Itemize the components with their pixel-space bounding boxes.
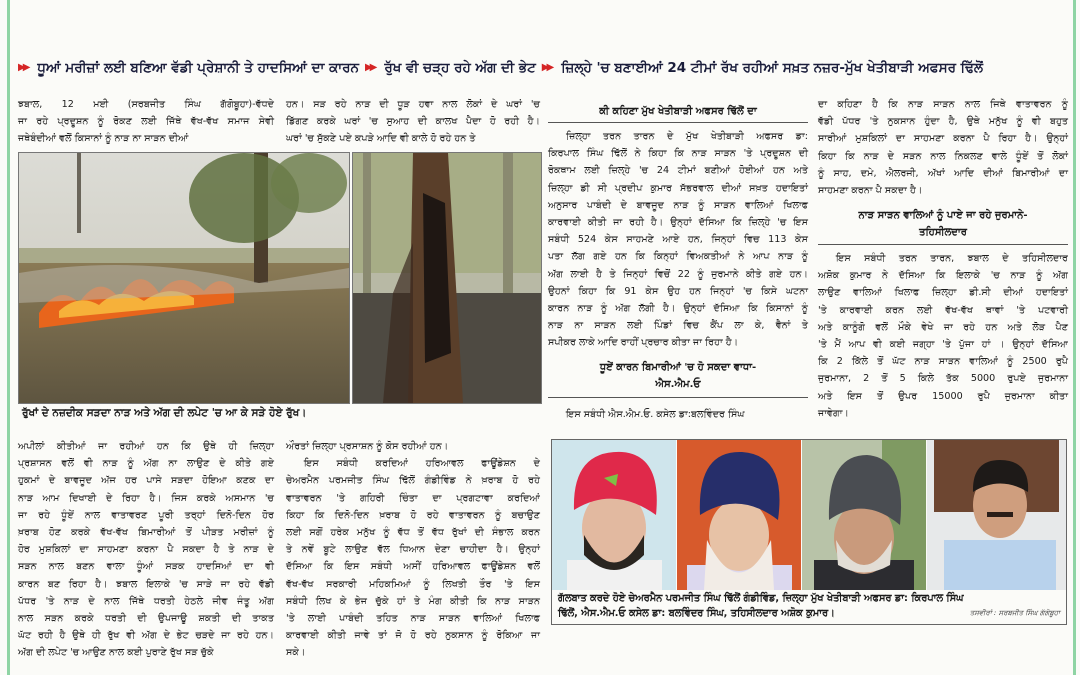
photo-caption: ਰੁੱਖਾਂ ਦੇ ਨਜ਼ਦੀਕ ਸੜਦਾ ਨਾੜ ਅਤੇ ਅੱਗ ਦੀ ਲਪੇਟ 'ਚ ਆ ਕੇ ਸੜੇ ਹੋਏ ਰੁੱਖ। — [22, 407, 307, 419]
text-line: ਸਾਹਮਣਾ ਕਰਨਾ ਪੈ ਸਕਦਾ ਹੈ। — [818, 185, 923, 197]
text-line: ਔਰਤਾਂ ਜ਼ਿਲ੍ਹਾ ਪ੍ਰਸਾਸ਼ਨ ਨੂੰ ਕੋਸ ਰਹੀਆਂ ਹਨ। — [286, 441, 449, 452]
text-line: ਵੱਡੀ ਪੱਧਰ 'ਤੇ ਨੁਕਸਾਨ ਹੁੰਦਾ ਹੈ, ਉਥੇ ਮਨੁੱਖ ਨੂੰ ਵੀ ਬਹੁਤ — [818, 116, 1068, 128]
subhead-smo-a: ਧੂਏਂ ਕਾਰਨ ਬਿਮਾਰੀਆਂ 'ਚ ਹੋ ਸਕਦਾ ਵਾਧਾ- — [599, 362, 757, 373]
text-line: ਨਾੜ ਆਮ ਦਿਖਾਈ ਦੇ ਰਿਹਾ ਹੈ। ਜਿਸ ਕਰਕੇ ਅਸਮਾਨ 'ਚ — [18, 492, 274, 504]
text-line: ਲਈ ਸਗੋਂ ਹਰੇਕ ਮਨੁੱਖ ਨੂੰ ਵੱਧ ਤੋਂ ਵੱਧ ਰੁੱਖਾਂ ਦੀ ਸੰਭਾਲ ਕਰਨ — [286, 527, 540, 539]
double-triangle-right-icon: ▶▶ — [541, 62, 552, 73]
text-line: ਅਤੇ ਕਾਨੂੰਗੋ ਵਲੋਂ ਮੌਕੇ ਵੇਖੇ ਜਾ ਰਹੇ ਹਨ ਅਤੇ ਲੋੜ ਪੈਣ — [818, 321, 1068, 333]
left-border — [7, 0, 10, 675]
text-line: ਜਥੇਬੰਦੀਆਂ ਵਲੋਂ ਕਿਸਾਨਾਂ ਨੂੰ ਨਾੜ ਨਾ ਸਾੜਨ ਦੀਆਂ — [18, 133, 189, 145]
text-line: ਰੋਕਥਾਮ ਲਈ ਜ਼ਿਲ੍ਹੇ 'ਚ 24 ਟੀਮਾਂ ਬਣੀਆਂ ਹੋਈਆਂ ਹਨ ਅਤੇ — [548, 165, 808, 177]
text-line: ਪਤਾ ਲੱਗ ਗਏ ਹਨ ਕਿ ਕਿਨ੍ਹਾਂ ਵਿਅਕਤੀਆਂ ਨੇ ਆਪ ਨਾੜ ਨੂੰ — [548, 251, 808, 263]
text-line: ਘਰਾਂ 'ਚ ਸੁੱਕਣੇ ਪਏ ਕਪੜੇ ਆਦਿ ਵੀ ਕਾਲੇ ਹੋ ਰਹੇ ਹਨ ਤੇ — [286, 133, 476, 145]
text-line: ਜੁਰਮਾਨਾ, 2 ਤੋਂ 5 ਕਿਲੇ ਤੱਕ 5000 ਰੁਪਏ ਜੁਰਮਾਨਾ — [818, 373, 1068, 385]
column-2-bottom — [286, 438, 540, 662]
divider — [548, 397, 808, 398]
text-line: ਪ੍ਰਸ਼ਾਸਨ ਵਲੋਂ ਵੀ ਨਾੜ ਨੂੰ ਅੱਗ ਨਾ ਲਾਉਣ ਦੇ ਕੀਤੇ ਗਏ — [18, 458, 274, 470]
double-triangle-right-icon: ▶▶ — [364, 62, 375, 73]
text-line: ਅਪੀਲਾਂ ਕੀਤੀਆਂ ਜਾ ਰਹੀਆਂ ਹਨ ਕਿ ਉਥੇ ਹੀ ਜ਼ਿਲ੍ਹਾ — [18, 441, 274, 452]
column-3-text-1 — [548, 128, 808, 352]
text-line: ਅੱਗ ਦੀ ਲਪੇਟ 'ਚ ਆਉਣ ਨਾਲ ਕਈ ਪੁਰਾਣੇ ਰੁੱਖ ਸੜ ਚੁੱਕੇ — [18, 647, 214, 659]
portrait-chairman — [552, 440, 676, 590]
column-4-text-2 — [818, 250, 1068, 422]
text-line: ਵੱਖ-ਵੱਖ ਸਰਕਾਰੀ ਮਹਿਕਮਿਆਂ ਨੂੰ ਲਿਖਤੀ ਤੌਰ 'ਤੇ ਇਸ — [286, 578, 540, 590]
text-line: ਖ਼ਰਾਬ ਹੋਣ ਕਰਕੇ ਵੱਖ-ਵੱਖ ਬਿਮਾਰੀਆਂ ਤੋਂ ਪੀੜਤ ਮਰੀਜ਼ਾਂ ਨੂੰ — [18, 527, 274, 539]
text-line: ਜਾ ਰਹੇ ਧੂੰਏਂ ਨਾਲ ਵਾਤਾਵਰਣ ਪੂਰੀ ਤਰ੍ਹਾਂ ਦਿਨੋ-ਦਿਨ ਹੋਰ — [18, 509, 274, 521]
text-line: ਵਾਤਾਵਰਨ 'ਤੇ ਗਹਿਰੀ ਚਿੰਤਾ ਦਾ ਪ੍ਰਗਟਾਵਾ ਕਰਦਿਆਂ — [286, 492, 540, 504]
deck-item-2: ਰੁੱਖ ਵੀ ਚੜ੍ਹ ਰਹੇ ਅੱਗ ਦੀ ਭੇਟ — [384, 60, 536, 76]
text-line: ਇਸ ਸਬੰਧੀ ਕਰਦਿਆਂ ਹਰਿਆਵਲ ਫਾਊਂਡੇਸ਼ਨ ਦੇ — [304, 458, 540, 470]
text-line: ਚੇਅਰਮੈਨ ਪਰਮਜੀਤ ਸਿੰਘ ਢਿੱਲੋਂ ਗੰਡੀਵਿੰਡ ਨੇ ਖ਼ਰਾਬ ਹੋ ਰਹੇ — [286, 475, 540, 487]
text-line: ਸਪੀਕਰ ਲਾਕੇ ਆਦਿ ਰਾਹੀਂ ਪ੍ਰਚਾਰ ਕੀਤਾ ਜਾ ਰਿਹਾ ਹੈ। — [548, 337, 739, 349]
text-line: ਸਬੰਧੀ ਲਿਖ ਕੇ ਭੇਜ ਚੁੱਕੇ ਹਾਂ ਤੇ ਮੰਗ ਕੀਤੀ ਕਿ ਨਾੜ ਸਾੜਨ — [286, 595, 540, 607]
text-line: ਕਾਰਨ ਬਣ ਰਿਹਾ ਹੈ। ਝਬਾਲ ਇਲਾਕੇ 'ਚ ਸਾੜੇ ਜਾ ਰਹੇ ਵੱਡੀ — [18, 578, 274, 590]
text-line: ਜ਼ਿਲ੍ਹਾ ਤਰਨ ਤਾਰਨ ਦੇ ਮੁੱਖ ਖੇਤੀਬਾੜੀ ਅਫਸਰ ਡਾ: — [566, 131, 808, 142]
text-line: ਕਿ 2 ਕਿੱਲੇ ਤੋਂ ਘੱਟ ਨਾੜ ਸਾੜਨ ਵਾਲਿਆਂ ਨੂੰ 2500 ਰੁਪੈ — [818, 356, 1068, 368]
column-2-top — [286, 96, 540, 148]
column-1-top — [18, 96, 274, 148]
text-line: 'ਤੇ ਲਾਈ ਪਾਬੰਦੀ ਤਹਿਤ ਨਾੜ ਸਾੜਨ ਵਾਲਿਆਂ ਖਿਲਾਫ — [286, 613, 540, 625]
text-line: ਲਾਉਣ ਵਾਲਿਆਂ ਖਿਲਾਫ ਜ਼ਿਲ੍ਹਾ ਡੀ.ਸੀ ਦੀਆਂ ਹਦਾਇਤਾਂ — [818, 287, 1068, 299]
text-line: 'ਤੇ ਕਾਰਵਾਈ ਕਰਨ ਲਈ ਵੱਖ-ਵੱਖ ਥਾਵਾਂ 'ਤੇ ਪਟਵਾਰੀ — [818, 304, 1068, 316]
text-line: ਉਹਨਾਂ ਕਿਹਾ ਕਿ 91 ਕੇਸ ਉਹ ਹਨ ਜਿਨ੍ਹਾਂ 'ਚ ਕਿਸੇ ਘਟਨਾ — [548, 285, 808, 297]
text-line: ਸਬੰਧੀ 524 ਕੇਸ ਸਾਹਮਣੇ ਆਏ ਹਨ, ਜਿਨ੍ਹਾਂ ਵਿਚ 113 ਕੇਸ — [548, 234, 808, 246]
text-line: ਜਾਵੇਗਾ। — [818, 407, 849, 419]
text-line: ਅਤੇ ਇਸ ਤੋਂ ਉਪਰ 15000 ਰੁਪੈ ਜੁਰਮਾਨਾ ਕੀਤਾ — [818, 390, 1068, 402]
text-line: ਕਾਰਵਾਈ ਕੀਤੀ ਜਾ ਰਹੀ ਹੈ। ਉਨ੍ਹਾਂ ਦੱਸਿਆ ਕਿ ਜ਼ਿਲ੍ਹੇ 'ਚ ਇਸ — [548, 217, 808, 229]
text-line: ਕਿਹਾ ਕਿ ਦਿਨੋ-ਦਿਨ ਖ਼ਰਾਬ ਹੋ ਰਹੇ ਵਾਤਾਵਰਨ ਨੂੰ ਬਚਾਉਣ — [286, 509, 540, 521]
text-line: ਹੋਰ ਮੁਸ਼ਕਿਲਾਂ ਦਾ ਸਾਹਮਣਾ ਕਰਨਾ ਪੈ ਸਕਦਾ ਹੈ ਤੇ ਨਾੜ ਦੇ — [18, 544, 274, 556]
text-line: ਡਿੱਗਣ ਕਰਕੇ ਘਰਾਂ 'ਚ ਸੁਆਹ ਦੀ ਕਾਲਖ ਪੈਦਾ ਹੋ ਰਹੀ ਹੈ। — [286, 116, 540, 128]
text-line: ਦੱਸਿਆ ਕਿ ਇਸ ਸਬੰਧੀ ਅਸੀਂ ਹਰਿਆਵਲ ਫਾਊਂਡੇਸ਼ਨ ਵਲੋਂ — [286, 561, 540, 573]
text-line: ਅਸ਼ੋਕ ਕੁਮਾਰ ਨੇ ਦੱਸਿਆ ਕਿ ਇਲਾਕੇ 'ਚ ਨਾੜ ਨੂੰ ਅੱਗ — [818, 270, 1068, 282]
text-line: ਇਸ ਸਬੰਧੀ ਤਰਨ ਤਾਰਨ, ਝਬਾਲ ਦੇ ਤਹਿਸੀਲਦਾਰ — [836, 253, 1068, 264]
divider — [818, 244, 1068, 245]
portrait-agriculture-officer — [677, 440, 801, 590]
text-line: ਅਨੁਸਾਰ ਪਾਬੰਦੀ ਦੇ ਬਾਵਜੂਦ ਨਾੜ ਨੂੰ ਸਾੜਨ ਵਾਲਿਆਂ ਖਿਲਾਫ — [548, 199, 808, 211]
right-border — [1073, 0, 1076, 675]
text-line: ਨਾਲ ਸੜਨ ਕਰਕੇ ਧਰਤੀ ਦੀ ਉਪਜਾਊ ਸ਼ਕਤੀ ਦੀ ਤਾਕਤ — [18, 613, 274, 625]
portrait-caption-line: ਗੱਲਬਾਤ ਕਰਦੇ ਹੋਏ ਚੇਅਰਮੈਨ ਪਰਮਜੀਤ ਸਿੰਘ ਢਿੱਲੋਂ ਗੰਡੀਵਿੰਡ, ਜ਼ਿਲ੍ਹਾ ਮੁੱਖ ਖੇਤੀਬਾੜੀ ਅਫਸਰ ਡਾ: ਕਿਰਪਾਲ ਸਿੰਘ — [558, 593, 964, 604]
text-line: ਜਾ ਰਹੇ ਪ੍ਰਦੂਸ਼ਨ ਨੂੰ ਰੋਕਣ ਲਈ ਜਿੱਥੇ ਵੱਖ-ਵੱਖ ਸਮਾਜ ਸੇਵੀ — [18, 116, 274, 128]
portrait-caption-line: ਢਿੱਲੋਂ, ਐਸ.ਐਮ.ਓ ਕਸੇਲ ਡਾ: ਬਲਵਿੰਦਰ ਸਿੰਘ, ਤਹਿਸੀਲਦਾਰ ਅਸ਼ੋਕ ਕੁਮਾਰ। — [558, 608, 835, 619]
headline-deck — [18, 60, 1068, 76]
text-line: ਨਾੜ ਨਾ ਸਾੜਨ ਲਈ ਪਿੰਡਾਂ ਵਿਚ ਕੈਂਪ ਲਾ ਕੇ, ਵੈਨਾਂ ਤੇ — [548, 320, 808, 332]
text-line: ਹਨ। ਸੜ ਰਹੇ ਨਾੜ ਦੀ ਧੂੜ ਹਵਾ ਨਾਲ ਲੋਕਾਂ ਦੇ ਘਰਾਂ 'ਚ — [286, 99, 540, 110]
text-line: ਨੂੰ ਸਾਹ, ਦਮੇ, ਐਲਰਜੀ, ਅੱਖਾਂ ਆਦਿ ਦੀਆਂ ਬਿਮਾਰੀਆਂ ਦਾ — [818, 167, 1068, 179]
text-line: 'ਤੇ ਮੈਂ ਆਪ ਵੀ ਕਈ ਜਗ੍ਹਾ 'ਤੇ ਪੁੱਜਾ ਹਾਂ । ਉਨ੍ਹਾਂ ਦੱਸਿਆ — [818, 339, 1068, 351]
portrait-tehsildar — [927, 440, 1066, 590]
text-line: ਕਾਰਵਾਈ ਕੀਤੀ ਜਾਵੇ ਤਾਂ ਜੋ ਹੋ ਰਹੇ ਨੁਕਸਾਨ ਨੂੰ ਰੋਕਿਆ ਜਾ — [286, 630, 540, 642]
text-line: ਸਾਰੀਆਂ ਮੁਸ਼ਕਿਲਾਂ ਦਾ ਸਾਹਮਣਾ ਕਰਨਾ ਪੈ ਰਿਹਾ ਹੈ। ਉਨ੍ਹਾਂ — [818, 133, 1068, 145]
text-line: ਘੱਟ ਰਹੀ ਹੈ ਉਥੇ ਹੀ ਰੁੱਖ ਵੀ ਅੱਗ ਦੇ ਭੇਟ ਚੜਦੇ ਜਾ ਰਹੇ ਹਨ। — [18, 630, 274, 642]
subhead-tehsildar-b: ਤਹਿਸੀਲਦਾਰ — [919, 227, 967, 238]
subhead-tehsildar-a: ਨਾੜ ਸਾੜਨ ਵਾਲਿਆਂ ਨੂੰ ਪਾਏ ਜਾ ਰਹੇ ਜੁਰਮਾਨੇ- — [858, 210, 1028, 221]
photo-burnt-tree — [352, 152, 542, 404]
column-3-text-2 — [548, 406, 808, 423]
text-line: ਜ਼ਿਲ੍ਹਾ ਡੀ ਸੀ ਪ੍ਰਦੀਪ ਕੁਮਾਰ ਸੱਭਰਵਾਲ ਦੀਆਂ ਸਖ਼ਤ ਹਦਾਇਤਾਂ — [548, 182, 808, 194]
subhead-agriculture-officer: ਕੀ ਕਹਿਣਾ ਮੁੱਖ ਖੇਤੀਬਾੜੀ ਅਫਸਰ ਢਿੱਲੋਂ ਦਾ — [599, 106, 757, 117]
deck-item-3: ਜ਼ਿਲ੍ਹੇ 'ਚ ਬਣਾਈਆਂ 24 ਟੀਮਾਂ ਰੱਖ ਰਹੀਆਂ ਸਖ਼ਤ ਨਜ਼ਰ-ਮੁੱਖ ਖੇਤੀਬਾੜੀ ਅਫਸਰ ਢਿੱਲੋਂ — [561, 60, 983, 76]
column-1-bottom — [18, 438, 274, 662]
text-line: ਝਬਾਲ, 12 ਮਈ (ਸਰਬਜੀਤ ਸਿੰਘ ਗੱਗੋਬੂਹਾ)-ਵੱਧਦੇ — [18, 99, 274, 110]
double-triangle-right-icon: ▶▶ — [18, 62, 28, 73]
text-line: ਅੱਗ ਲਾਈ ਹੈ ਤੇ ਜਿਨ੍ਹਾਂ ਵਿਚੋਂ 22 ਨੂੰ ਜੁਰਮਾਨੇ ਕੀਤੇ ਗਏ ਹਨ। — [548, 268, 808, 280]
deck-item-1: ਧੂਆਂ ਮਰੀਜ਼ਾਂ ਲਈ ਬਣਿਆ ਵੱਡੀ ਪ੍ਰੇਸ਼ਾਨੀ ਤੇ ਹਾਦਸਿਆਂ ਦਾ ਕਾਰਨ — [37, 60, 359, 76]
text-line: ਸਕੇ। — [286, 647, 306, 659]
text-line: ਕਿਰਪਾਲ ਸਿੰਘ ਢਿੱਲੋਂ ਨੇ ਕਿਹਾ ਕਿ ਨਾੜ ਸਾੜਨ 'ਤੇ ਪ੍ਰਦੂਸ਼ਨ ਦੀ — [548, 148, 808, 160]
text-line: ਤੇ ਨਵੇਂ ਬੂਟੇ ਲਾਉਣ ਵੱਲ ਧਿਆਨ ਦੇਣਾ ਚਾਹੀਦਾ ਹੈ। ਉਨ੍ਹਾਂ — [286, 544, 540, 556]
photo-credit: ਤਸਵੀਰਾਂ : ਸਰਬਜੀਤ ਸਿੰਘ ਗੱਗੋਬੂਹਾ — [969, 609, 1060, 617]
portrait-smo — [802, 440, 926, 590]
photo-burning-field — [18, 152, 350, 404]
subhead-smo-b: ਐਸ.ਐਮ.ਓ — [655, 379, 701, 390]
divider — [548, 122, 808, 123]
text-line: ਦਾ ਕਹਿਣਾ ਹੈ ਕਿ ਨਾੜ ਸਾੜਨ ਨਾਲ ਜਿਥੇ ਵਾਤਾਵਰਨ ਨੂੰ — [818, 99, 1068, 110]
text-line: ਪੱਧਰ 'ਤੇ ਨਾੜ ਦੇ ਨਾਲ ਜਿੱਥੇ ਧਰਤੀ ਹੇਠਲੇ ਜੀਵ ਜੰਤੂ ਅੱਗ — [18, 595, 274, 607]
text-line: ਕਾਰਨ ਨਾੜ ਨੂੰ ਅੱਗ ਲੱਗੀ ਹੈ। ਉਨ੍ਹਾਂ ਦੱਸਿਆ ਕਿ ਕਿਸਾਨਾਂ ਨੂੰ — [548, 303, 808, 315]
text-line: ਹੁਕਮਾਂ ਦੇ ਬਾਵਜੂਦ ਅੱਜ ਹਰ ਪਾਸੇ ਸੜਦਾ ਹੋਇਆ ਕਣਕ ਦਾ — [18, 475, 274, 487]
text-line: ਸੜਨ ਨਾਲ ਬਣਨ ਵਾਲਾ ਧੂੰਆਂ ਸੜਕ ਹਾਦਸਿਆਂ ਦਾ ਵੀ — [18, 561, 274, 573]
text-line: ਇਸ ਸਬੰਧੀ ਐਸ.ਐਮ.ਓ. ਕਸੇਲ ਡਾ:ਬਲਵਿੰਦਰ ਸਿੰਘ — [566, 409, 745, 420]
column-4-text-1 — [818, 96, 1068, 199]
text-line: ਕਿਹਾ ਕਿ ਨਾੜ ਦੇ ਸੜਨ ਨਾਲ ਨਿਕਲਣ ਵਾਲੇ ਧੂੰਏਂ ਤੋਂ ਲੋਕਾਂ — [818, 150, 1068, 162]
